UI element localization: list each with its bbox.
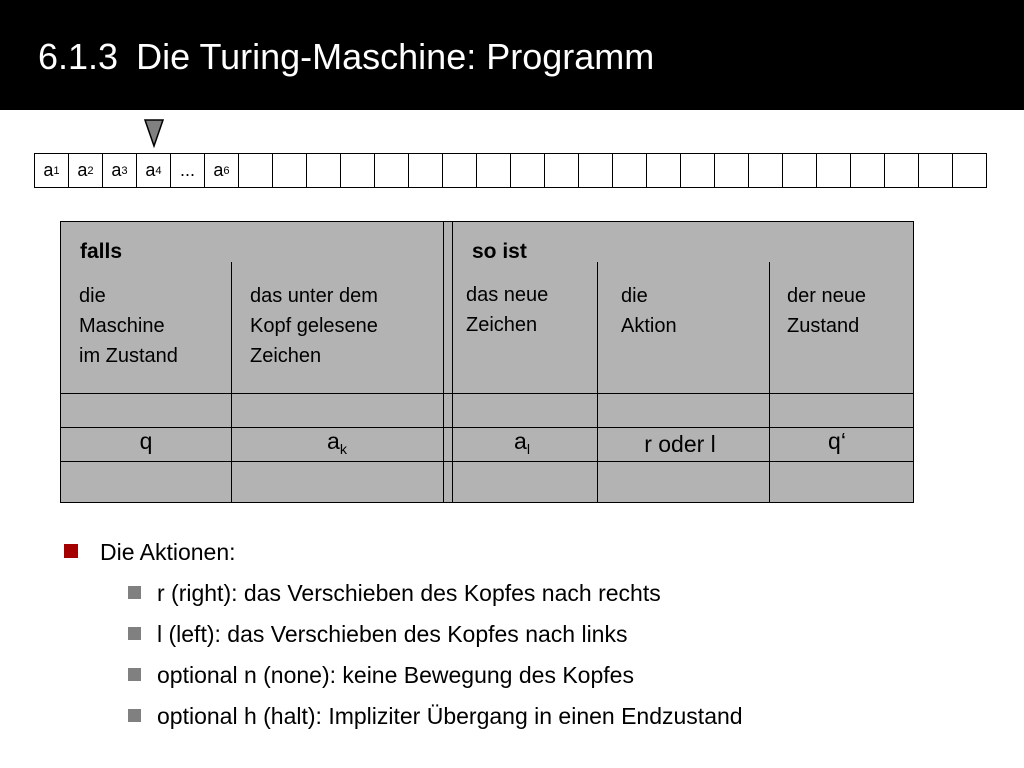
tape-cell-empty	[545, 154, 579, 187]
cell-new-state: q‘	[828, 428, 846, 454]
bullet-main	[64, 539, 236, 566]
tape	[34, 153, 987, 188]
tape-head-marker-icon	[144, 118, 164, 148]
tape-cell-empty	[307, 154, 341, 187]
bullet-sub-item: optional h (halt): Impliziter Übergang in einen Endzustand	[128, 703, 743, 730]
column-header-new-symbol: das neue Zeichen	[466, 284, 549, 336]
tape-cell-empty	[613, 154, 647, 187]
title-text: Die Turing-Maschine: Programm	[136, 36, 655, 77]
tape-cell-empty	[511, 154, 545, 187]
tape-cell-empty	[647, 154, 681, 187]
tape-cell: ...	[171, 154, 205, 187]
tape-cell-empty	[579, 154, 613, 187]
column-header-state: die Maschine im Zustand	[79, 285, 178, 367]
bullet-square-icon	[128, 709, 141, 722]
bullet-sub-item: r (right): das Verschieben des Kopfes nach rechts	[128, 580, 661, 607]
tape-cell-empty	[273, 154, 307, 187]
bullet-main-text: Die Aktionen:	[100, 539, 236, 565]
bullet-square-icon	[64, 544, 78, 558]
tape-empty-cells	[239, 154, 987, 187]
cell-read-symbol: $a_k$	[327, 428, 347, 458]
tape-cell-empty	[919, 154, 953, 187]
tape-cell-empty	[851, 154, 885, 187]
tape-cell-empty	[715, 154, 749, 187]
tape-cell: a 1	[35, 154, 69, 187]
tape-cell-empty	[375, 154, 409, 187]
page-title	[38, 36, 654, 78]
group-header-falls: falls	[80, 240, 123, 263]
tape-cell: a 3	[103, 154, 137, 187]
tape-cell-empty	[817, 154, 851, 187]
column-header-read-symbol: das unter dem Kopf gelesene Zeichen	[250, 285, 378, 367]
tape-cell: a 2	[69, 154, 103, 187]
program-table	[60, 221, 914, 503]
cell-action: r oder l	[644, 431, 716, 457]
bullet-square-icon	[128, 586, 141, 599]
tape-cell-empty	[443, 154, 477, 187]
bullet-sub-item: l (left): das Verschieben des Kopfes nach links	[128, 621, 627, 648]
tape-cell-empty	[749, 154, 783, 187]
tape-cell: a 4	[137, 154, 171, 187]
tape-cell-empty	[783, 154, 817, 187]
bullet-square-icon	[128, 668, 141, 681]
column-header-action: die Aktion	[621, 285, 677, 337]
bullet-sub-item: optional n (none): keine Bewegung des Kopfes	[128, 662, 634, 689]
column-header-new-state: der neue Zustand	[787, 285, 866, 337]
tape-cell-empty	[341, 154, 375, 187]
group-header-so-ist: so ist	[472, 240, 527, 263]
cell-write-symbol: $a_l$	[514, 428, 530, 458]
tape-cell-empty	[477, 154, 511, 187]
tape-cell: a 6	[205, 154, 239, 187]
tape-cell-empty	[239, 154, 273, 187]
tape-cell-empty	[409, 154, 443, 187]
tape-cell-empty	[953, 154, 987, 187]
section-number: 6.1.3	[38, 36, 119, 77]
tape-cell-empty	[885, 154, 919, 187]
bullet-square-icon	[128, 627, 141, 640]
cell-state: q	[139, 428, 153, 454]
title-bar	[0, 0, 1024, 110]
tape-cell-empty	[681, 154, 715, 187]
